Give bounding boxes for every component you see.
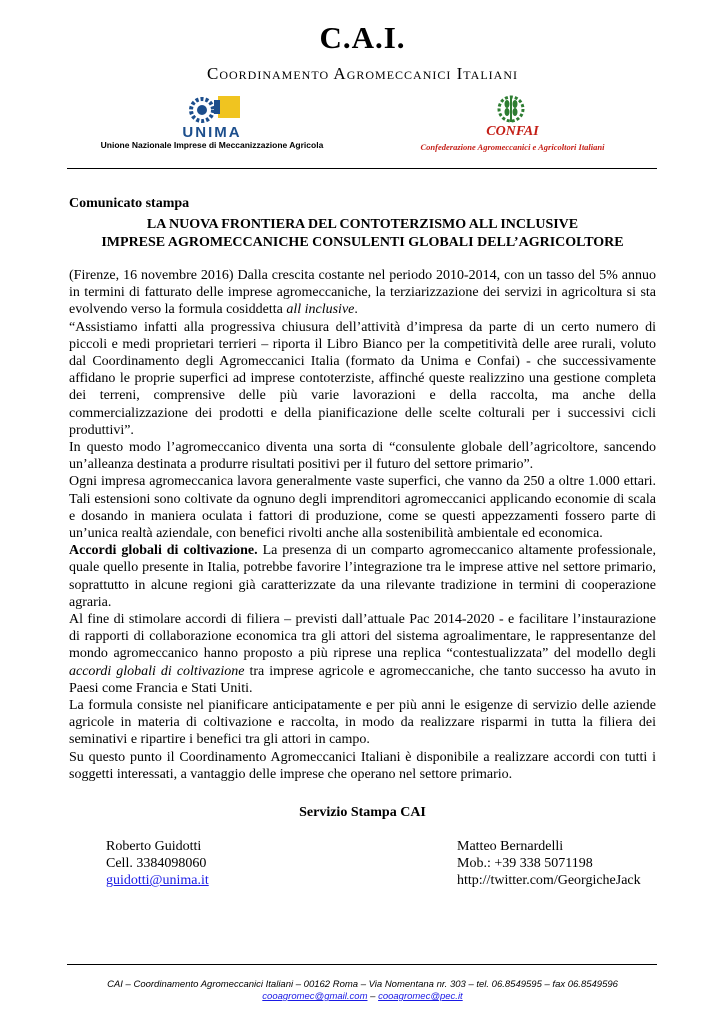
headline-line-2: IMPRESE AGROMECCANICHE CONSULENTI GLOBALI DELL’AGRICOLTORE [101,235,624,250]
contact-right-phone: Mob.: +39 338 5071198 [457,856,593,872]
contact-right-web: http://twitter.com/GeorgicheJack [457,873,641,889]
contact-right [457,838,641,890]
paragraph-5: Accordi globali di coltivazione. La presenza di un comparto agromeccanico altamente professionale, quale quello presente in Italia, potrebbe favorire l’integrazione tra le imprese attive nel settore primario, soprattutto in alcune regioni già caratterizzate da una rilevante tradizione in termini di cooperazione agraria. [69,543,656,610]
paragraph-7: La formula consiste nel pianificare anticipatamente e per più anni le esigenze di servizio delle aziende agricole in materia di coltivazione e raccolta, in modo da realizzare risparmi in tutta la filiera dei seminativi e ripartire i benefici tra gli attori in campo. [69,698,656,748]
confai-name: CONFAI [486,124,539,139]
footer-email-gmail-link[interactable]: cooagromec@gmail.com [262,991,368,1002]
confai-wheat-gear-icon [496,92,526,126]
contact-left [106,838,209,890]
org-subtitle: Coordinamento Agromeccanici Italiani [207,64,518,83]
org-title: C.A.I. [319,20,406,55]
contact-right-name: Matteo Bernardelli [457,839,564,854]
paragraph-1: (Firenze, 16 novembre 2016) Dalla crescita costante nel periodo 2010-2014, con un tasso del 5% annuo in termini di fatturato delle imprese agromeccaniche, la terziarizzazione dei servizi in agricoltura si sta evolvendo verso la formula cosiddetta all inclusive. [69,268,656,318]
unima-caption: Unione Nazionale Imprese di Meccanizzazione Agricola [100,140,324,150]
paragraph-2: “Assistiamo infatti alla progressiva chiusura dell’attività d’impresa da parte di un certo numero di piccoli e medi proprietari terrieri – riporta il Libro Bianco per la competitività delle aree rurali, voluto dal Coordinamento degli Agromeccanici Italia (formato da Unima e Confai) - che successivamente affidano le proprie superfici ad imprese contoterziste, affinché queste realizzino una gestione completa dei terreni, comprensive delle più varie lavorazioni e della raccolta, ma anche della commercializzazione dei prodotti e della pianificazione delle scelte colturali per i successivi cicli produttivi”. [69,319,656,438]
unima-logo [180,92,244,140]
contact-left-phone: Cell. 3384098060 [106,856,207,872]
confai-caption: Confederazione Agromeccanici e Agricoltori Italiani [420,142,605,152]
paragraph-3: In questo modo l’agromeccanico diventa una sorta di “consulente globale dell’agricoltore, sancendo un’alleanza destinata a produrre risultati positivi per il futuro del settore primario”. [69,440,656,473]
release-label: Comunicato stampa [69,196,190,211]
header-divider [67,168,657,169]
paragraph-8: Su questo punto il Coordinamento Agromeccanici Italiani è disponibile a realizzare accordi con tutti i soggetti interessati, a vantaggio delle imprese che operano nel settore primario. [69,749,656,782]
release-body [69,267,656,783]
headline-line-1: LA NUOVA FRONTIERA DEL CONTOTERZISMO ALL INCLUSIVE [146,217,579,232]
unima-wordmark: UNIMA [182,124,242,140]
paragraph-6: Al fine di stimolare accordi di filiera – previsti dall’attuale Pac 2014-2020 - e facilitare l’instaurazione di rapporti di collaborazione economica tra gli attori del sistema agroalimentare, le rappresentanze del mondo agromeccanico hanno proposto a più riprese una replica “contestualizzata” del modello degli accordi globali di coltivazione tra imprese agricole e agromeccaniche, che tanto successo ha avuto in Paesi come Francia e Stati Uniti. [69,612,657,696]
footer-emails: cooagromec@gmail.com – cooagromec@pec.it [262,991,463,1002]
footer-email-pec-link[interactable]: cooagromec@pec.it [378,991,463,1002]
footer-address: CAI – Coordinamento Agromeccanici Italiani – 00162 Roma – Via Nomentana nr. 303 – tel. 06.8549595 – fax 06.8549596 [107,979,618,990]
press-office-heading: Servizio Stampa CAI [299,805,426,820]
contact-left-email-link[interactable]: guidotti@unima.it [106,873,209,889]
paragraph-4: Ogni impresa agromeccanica lavora generalmente vaste superfici, che vanno da 250 a oltre 1.000 ettari. Tali estensioni sono coltivate da ognuno degli imprenditori agromeccanici applicando economie di scala e dosando in maniera oculata i fattori di produzione, come se questi appezzamenti fossero parte di un’unica realtà aziendale, con benefici rivolti anche alla sostenibilità ambientale ed economica. [69,474,656,542]
contact-left-name: Roberto Guidotti [106,839,202,854]
footer-divider [67,964,657,965]
